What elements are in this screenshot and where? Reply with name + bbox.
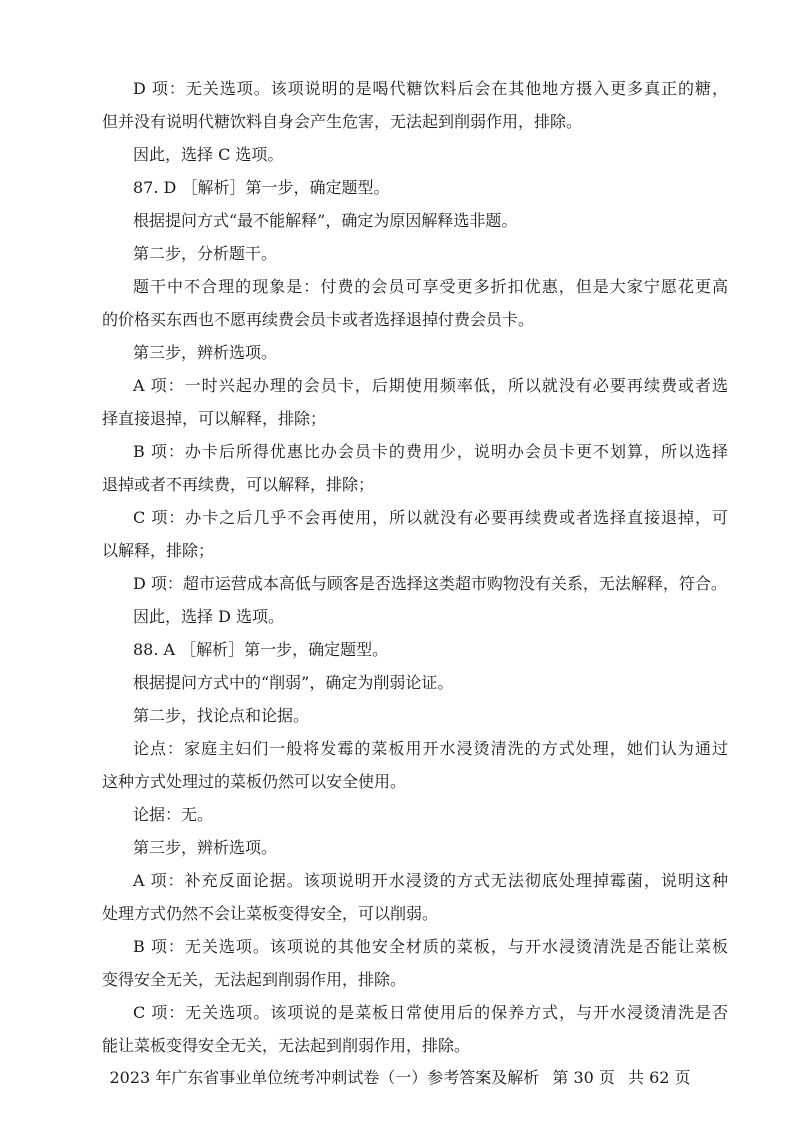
text-line: B 项：办卡后所得优惠比办会员卡的费用少，说明办会员卡更不划算，所以选择 <box>133 442 728 461</box>
text-line: 根据提问方式中的“削弱”，确定为削弱论证。 <box>133 673 454 692</box>
text-line: B 项：无关选项。该项说的其他安全材质的菜板，与开水浸烫清洗是否能让菜板 <box>133 937 728 956</box>
text-line: 因此，选择 D 选项。 <box>133 607 285 626</box>
text-line: 题干中不合理的现象是：付费的会员可享受更多折扣优惠，但是大家宁愿花更高 <box>133 277 728 296</box>
text-line: 第二步，找论点和论据。 <box>133 706 310 725</box>
text-line: 第二步，分析题干。 <box>133 244 278 263</box>
text-line: 根据提问方式“最不能解释”，确定为原因解释选非题。 <box>133 211 518 230</box>
text-line: A 项：补充反面论据。该项说明开水浸烫的方式无法彻底处理掉霉菌，说明这种 <box>133 871 728 890</box>
text-line: 这种方式处理过的菜板仍然可以安全使用。 <box>102 772 407 791</box>
text-line: 论据：无。 <box>133 805 214 824</box>
answer-explanation-body <box>102 72 728 1062</box>
text-line: D 项：无关选项。该项说明的是喝代糖饮料后会在其他地方摄入更多真正的糖， <box>133 79 728 98</box>
footer-title: 2023 年广东省事业单位统考冲刺试卷（一）参考答案及解析 <box>109 1068 540 1087</box>
text-line: 处理方式仍然不会让菜板变得安全，可以削弱。 <box>102 904 439 923</box>
text-line: 第三步，辨析选项。 <box>133 838 278 857</box>
text-line: D 项：超市运营成本高低与顾客是否选择这类超市购物没有关系，无法解释，符合。 <box>133 574 727 593</box>
text-line: 变得安全无关，无法起到削弱作用，排除。 <box>102 970 407 989</box>
text-line: A 项：一时兴起办理的会员卡，后期使用频率低，所以就没有必要再续费或者选 <box>133 376 728 395</box>
footer-total-pages: 共 62 页 <box>628 1068 691 1087</box>
text-line: C 项：无关选项。该项说的是菜板日常使用后的保养方式，与开水浸烫清洗是否 <box>133 1003 728 1022</box>
question-87-heading: 87. D ［解析］第一步，确定题型。 <box>133 178 390 197</box>
text-line: 以解释，排除； <box>102 541 215 560</box>
question-88-heading: 88. A ［解析］第一步，确定题型。 <box>133 640 389 659</box>
text-line: 的价格买东西也不愿再续费会员卡或者选择退掉付费会员卡。 <box>102 310 535 329</box>
text-line: 论点：家庭主妇们一般将发霉的菜板用开水浸烫清洗的方式处理，她们认为通过 <box>133 739 728 758</box>
footer-page-number: 第 30 页 <box>552 1068 615 1087</box>
text-line: 但并没有说明代糖饮料自身会产生危害，无法起到削弱作用，排除。 <box>102 112 583 131</box>
text-line: 退掉或者不再续费，可以解释，排除； <box>102 475 375 494</box>
text-line: 能让菜板变得安全无关，无法起到削弱作用，排除。 <box>102 1036 471 1055</box>
text-line: 择直接退掉，可以解释，排除； <box>102 409 327 428</box>
page-footer <box>0 1066 800 1090</box>
text-line: 因此，选择 C 选项。 <box>133 145 284 164</box>
text-line: C 项：办卡之后几乎不会再使用，所以就没有必要再续费或者选择直接退掉，可 <box>133 508 728 527</box>
text-line: 第三步，辨析选项。 <box>133 343 278 362</box>
